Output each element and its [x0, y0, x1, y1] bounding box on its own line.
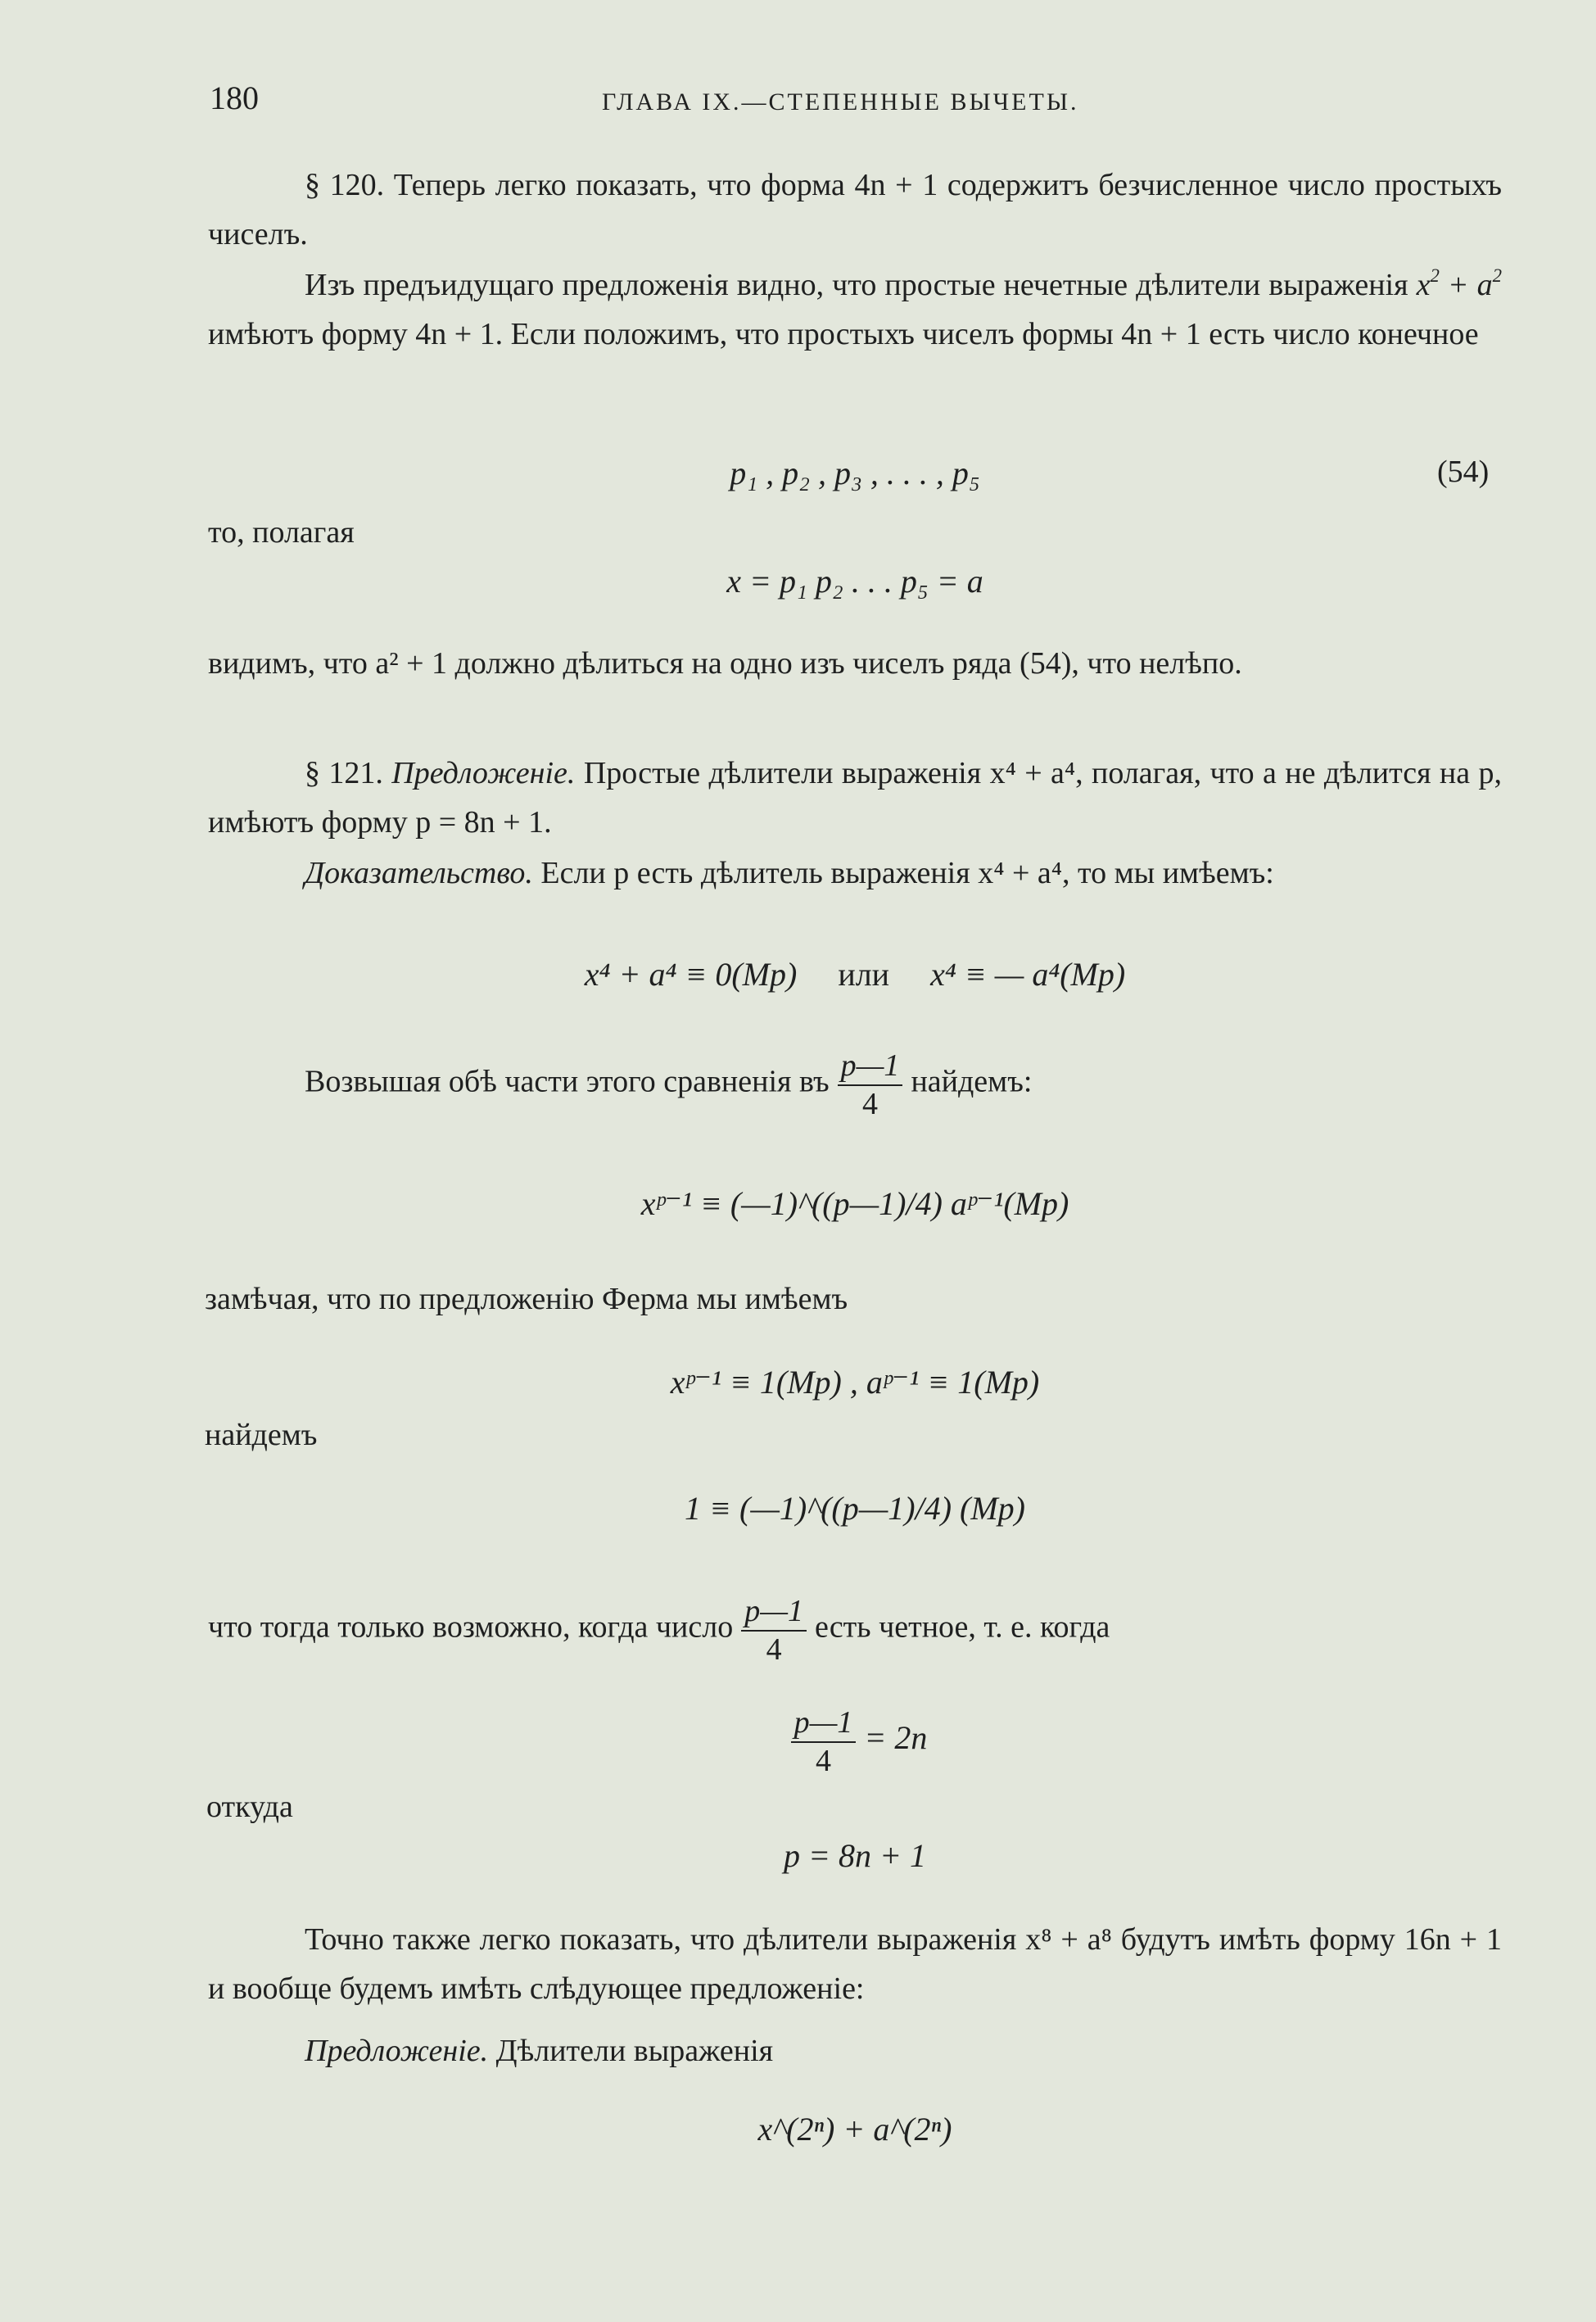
- equation-x: [208, 557, 1502, 606]
- fraction-numerator: p—1: [838, 1047, 903, 1086]
- equation-2n: [208, 1704, 1502, 1779]
- equation-expr: p = 8n + 1: [784, 1837, 926, 1874]
- text-span: есть четное, т. е. когда: [815, 1609, 1110, 1645]
- fraction-numerator: p—1: [791, 1704, 857, 1743]
- text-span: Возвышая обѣ части этого сравненія въ: [305, 1064, 830, 1099]
- equation-expr: 1 ≡ (—1)^((p—1)/4) (Mp): [685, 1490, 1025, 1527]
- paragraph-absurd: видимъ, что a² + 1 должно дѣлиться на одно изъ чиселъ ряда (54), что нелѣпо.: [208, 646, 1242, 681]
- congruence-right: x⁴ ≡ — a⁴(Mp): [930, 956, 1126, 993]
- equation-expr: xᵖ⁻¹ ≡ 1(Mp) , aᵖ⁻¹ ≡ 1(Mp): [670, 1364, 1040, 1401]
- proof-label: Доказательство.: [305, 856, 533, 890]
- congruence-left: x⁴ + a⁴ ≡ 0(Mp): [584, 956, 798, 993]
- equation-expr: x = p₁ p₂ . . . p₅ = a: [726, 563, 983, 600]
- equation-54: [208, 449, 1502, 498]
- whence-line: откуда: [206, 1790, 293, 1824]
- fraction-p-minus-1-over-4: [791, 1704, 857, 1779]
- paragraph-previous-proposition: [208, 260, 1502, 359]
- fraction-p-minus-1-over-4: [741, 1592, 807, 1668]
- page-number: 180: [210, 79, 259, 116]
- equation-congruence: [208, 950, 1502, 999]
- equation-fermat: [208, 1358, 1502, 1407]
- equation-expr: xᵖ⁻¹ ≡ (—1)^((p—1)/4) aᵖ⁻¹(Mp): [640, 1185, 1069, 1222]
- text-span: Простые дѣлители выраженія x⁴ + a⁴, полагая, что a не дѣлится на p, имѣютъ форму p = 8n + 1.: [208, 756, 1503, 840]
- fraction-denominator: 4: [862, 1087, 879, 1121]
- paragraph-120: § 120. Теперь легко показать, что форма 4n + 1 содержитъ безчисленное число простыхъ чиселъ.: [208, 168, 1502, 251]
- fermat-line: замѣчая, что по предложенію Ферма мы имѣемъ: [205, 1282, 848, 1316]
- fraction-denominator: 4: [815, 1744, 831, 1778]
- find-line: найдемъ: [205, 1418, 318, 1452]
- then-line: то, полагая: [208, 515, 355, 550]
- text-span: § 121.: [305, 756, 392, 790]
- text-span: имѣютъ форму 4n + 1. Если положимъ, что простыхъ чиселъ формы 4n + 1 есть число конечное: [208, 317, 1479, 351]
- text-span: Дѣлители выраженія: [488, 2034, 774, 2068]
- fraction-denominator: 4: [766, 1632, 782, 1667]
- raise-line: [305, 1047, 1032, 1122]
- text-span: что тогда только возможно, когда число: [208, 1609, 734, 1645]
- equation-p: [208, 1831, 1502, 1881]
- proposition-label: Предложеніе.: [391, 756, 576, 790]
- equation-rhs: = 2n: [864, 1719, 928, 1757]
- equation-number: (54): [1437, 455, 1490, 489]
- equation-one: [208, 1484, 1502, 1533]
- equation-expr: p₁ , p₂ , p₃ , . . . , p₅: [730, 455, 980, 491]
- proposition-label: Предложеніе.: [305, 2034, 489, 2068]
- equation-power: [208, 1179, 1502, 1229]
- or-word: или: [838, 956, 890, 993]
- chapter-title: ГЛАВА IX.—СТЕПЕННЫЕ ВЫЧЕТЫ.: [602, 88, 1079, 115]
- paragraph-last-proposition: [208, 2026, 1502, 2075]
- paragraph-121: [208, 749, 1502, 847]
- equation-expr: x^(2ⁿ) + a^(2ⁿ): [757, 2111, 952, 2148]
- even-line: [208, 1592, 1110, 1668]
- expression-x2-plus-a2: $x^2 + a^2$: [1416, 265, 1502, 302]
- text-span: Изъ предъидущаго предложенія видно, что простые нечетные дѣлители выраженія: [305, 268, 1417, 302]
- text-span: Если p есть дѣлитель выраженія x⁴ + a⁴, то мы имѣемъ:: [532, 856, 1274, 890]
- paragraph-proof: [208, 849, 1502, 898]
- paragraph-similar: Точно также легко показать, что дѣлители выраженія x⁸ + a⁸ будутъ имѣть форму 16n + 1 и вообще будемъ имѣть слѣдующее предложеніе:: [208, 1922, 1502, 2006]
- equation-last: [208, 2105, 1502, 2154]
- fraction-p-minus-1-over-4: [838, 1047, 903, 1122]
- text-span: найдемъ:: [911, 1064, 1033, 1099]
- fraction-numerator: p—1: [741, 1592, 807, 1632]
